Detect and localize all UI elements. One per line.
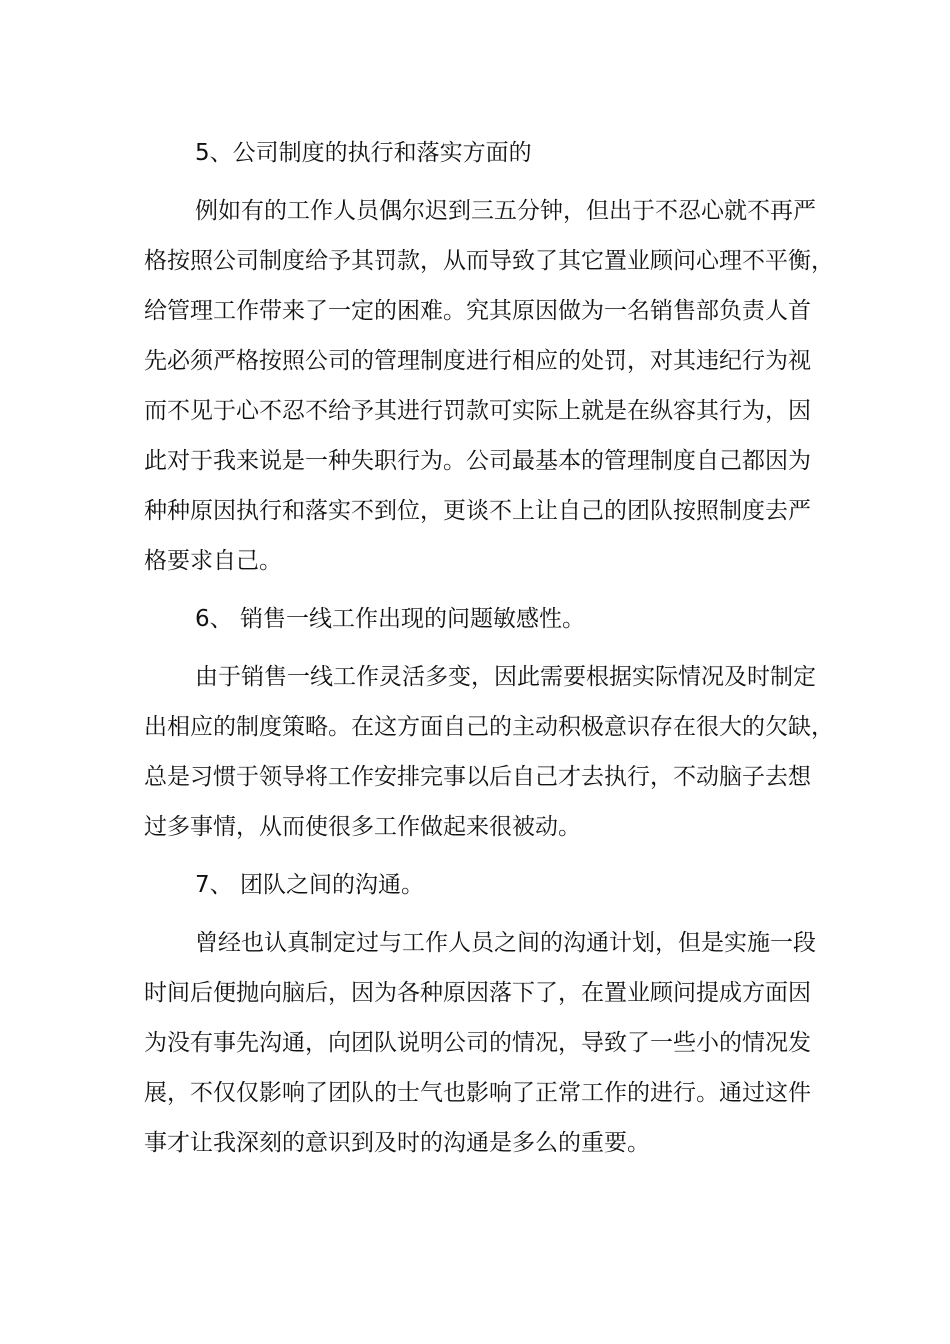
paragraph-line: 为没有事先沟通，向团队说明公司的情况，导致了一些小的情况发: [144, 1030, 811, 1056]
paragraph-line: 格要求自己。: [144, 548, 282, 574]
paragraph-line: 时间后便抛向脑后，因为各种原因落下了，在置业顾问提成方面因: [144, 980, 811, 1006]
section-heading-5: 5、公司制度的执行和落实方面的: [195, 140, 532, 166]
section-heading-7: 7、 团队之间的沟通。: [195, 872, 424, 898]
paragraph-line: 先必须严格按照公司的管理制度进行相应的处罚，对其违纪行为视: [144, 348, 811, 374]
paragraph-line: 事才让我深刻的意识到及时的沟通是多么的重要。: [144, 1130, 650, 1156]
paragraph-line: 过多事情，从而使很多工作做起来很被动。: [144, 814, 581, 840]
document-body: [144, 128, 834, 1168]
paragraph-line: 例如有的工作人员偶尔迟到三五分钟，但出于不忍心就不再严: [195, 198, 816, 224]
section-heading-6: 6、 销售一线工作出现的问题敏感性。: [195, 606, 585, 632]
paragraph-line: 由于销售一线工作灵活多变，因此需要根据实际情况及时制定: [195, 664, 816, 690]
paragraph-line: 格按照公司制度给予其罚款，从而导致了其它置业顾问心理不平衡，: [144, 248, 834, 274]
paragraph-line: 曾经也认真制定过与工作人员之间的沟通计划，但是实施一段: [195, 930, 816, 956]
paragraph-line: 种种原因执行和落实不到位，更谈不上让自己的团队按照制度去严: [144, 498, 811, 524]
paragraph-line: 此对于我来说是一种失职行为。公司最基本的管理制度自己都因为: [144, 448, 811, 474]
paragraph-line: 而不见于心不忍不给予其进行罚款可实际上就是在纵容其行为，因: [144, 398, 811, 424]
paragraph-line: 展，不仅仅影响了团队的士气也影响了正常工作的进行。通过这件: [144, 1080, 811, 1106]
paragraph-line: 给管理工作带来了一定的困难。究其原因做为一名销售部负责人首: [144, 298, 811, 324]
paragraph-line: 总是习惯于领导将工作安排完事以后自己才去执行，不动脑子去想: [144, 764, 811, 790]
paragraph-line: 出相应的制度策略。在这方面自己的主动积极意识存在很大的欠缺，: [144, 714, 834, 740]
